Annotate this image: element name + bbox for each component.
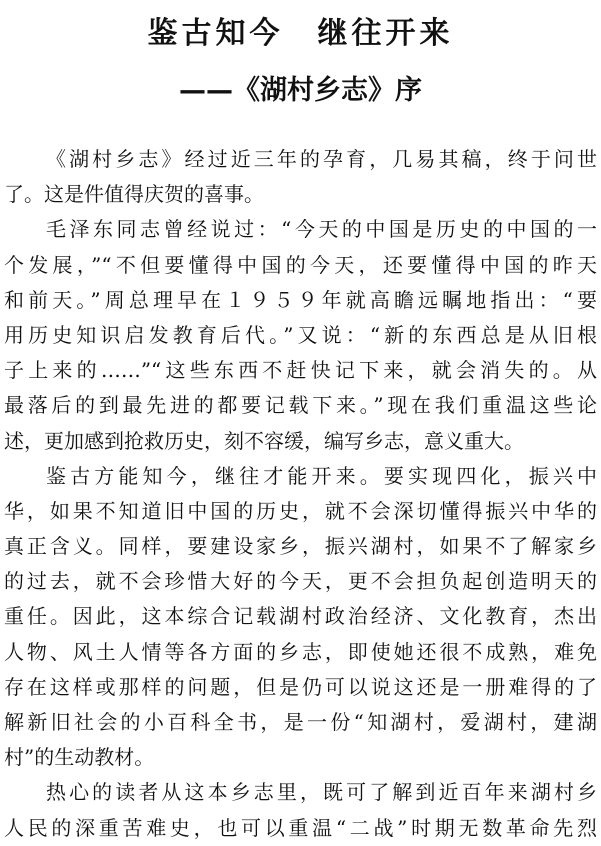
text-line: 重任。因此，这本综合记载湖村政治经济、文化教育，杰出: [4, 604, 597, 629]
text-line: 用历史知识启发教育后代。”又说：“新的东西总是从旧根: [4, 322, 597, 347]
document-body: [4, 142, 597, 846]
text-line: 述，更加感到抢救历史，刻不容缓，编写乡志，意义重大。: [4, 428, 524, 453]
text-line: 华，如果不知道旧中国的历史，就不会深切懂得振兴中华的: [4, 498, 597, 523]
text-line: 存在这样或那样的问题，但是仍可以说这还是一册难得的了: [4, 674, 597, 699]
text-line: 《湖村乡志》经过近三年的孕育，几易其稿，终于问世: [46, 147, 597, 171]
text-line: 人物、风土人情等各方面的乡志，即使她还很不成熟，难免: [4, 639, 597, 664]
text-line: 的过去，就不会珍惜大好的今天，更不会担负起创造明天的: [4, 569, 597, 594]
text-line: 鉴古方能知今，继往才能开来。要实现四化，振兴中: [46, 463, 597, 488]
document-title: 鉴古知今 继往开来: [147, 16, 454, 51]
text-line: 子上来的……”“这些东西不赶快记下来，就会消失的。从: [4, 358, 597, 383]
text-line: 解新旧社会的小百科全书，是一份“知湖村，爱湖村，建湖: [4, 710, 597, 734]
text-line: 真正含义。同样，要建设家乡，振兴湖村，如果不了解家乡: [4, 534, 597, 559]
text-line: 个发展，”“不但要懂得中国的今天，还要懂得中国的昨天: [4, 252, 597, 277]
text-line: 村”的生动教材。: [4, 745, 155, 770]
document-subtitle: ——《湖村乡志》序: [179, 75, 422, 106]
text-line: 最落后的到最先进的都要记载下来。”现在我们重温这些论: [4, 393, 597, 418]
text-line: 和前天。”周总理早在１９５９年就高瞻远瞩地指出：“要: [4, 287, 597, 312]
text-line: 毛泽东同志曾经说过：“今天的中国是历史的中国的一: [46, 217, 597, 242]
text-line: 了。这是件值得庆贺的喜事。: [4, 182, 264, 207]
text-line: 热心的读者从这本乡志里，既可了解到近百年来湖村乡: [46, 780, 597, 805]
text-line: 人民的深重苦难史，也可以重温“二战”时期无数革命先烈: [4, 815, 597, 840]
